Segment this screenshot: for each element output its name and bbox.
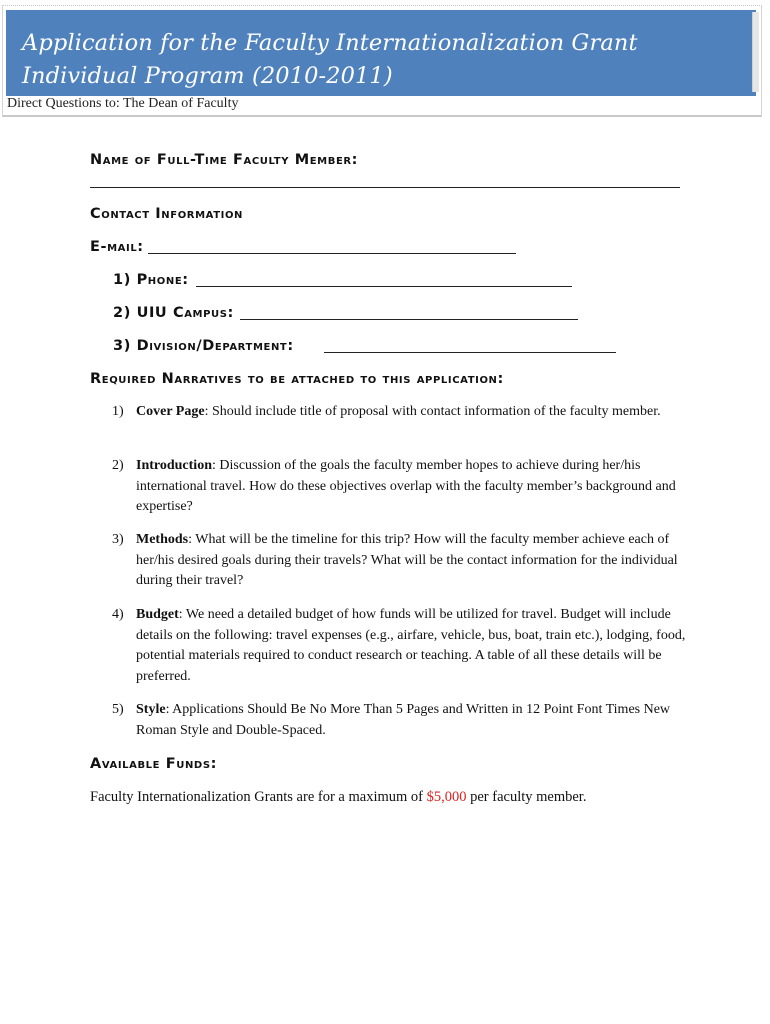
narratives-heading: Required Narratives to be attached to this application: bbox=[90, 371, 504, 387]
item-lead: Introduction bbox=[136, 458, 212, 473]
item-text: : Discussion of the goals the faculty member hopes to achieve during her/his international travel. How do these objectives overlap with the faculty member’s background and expertise? bbox=[136, 458, 676, 514]
item-text: : Applications Should Be No More Than 5 Pages and Written in 12 Point Font Times New Roman Style and Double-Spaced. bbox=[136, 702, 671, 738]
contact-note: Direct Questions to: The Dean of Faculty bbox=[7, 96, 239, 111]
item-text: : We need a detailed budget of how funds will be utilized for travel. Budget will include details on the following: travel expenses (e.g., airfare, vehicle, bus, boat, train etc.), lodging, food, potential materials required to conduct research or teaching. A table of all these details will be preferred. bbox=[136, 607, 686, 684]
campus-label: 2) UIU Campus: bbox=[113, 305, 234, 321]
narrative-item-budget bbox=[90, 605, 690, 687]
document-title: Application for the Faculty Internationalization Grant Individual Program (2010-2011) bbox=[22, 30, 638, 89]
item-lead: Budget bbox=[136, 607, 179, 622]
narrative-item-methods bbox=[90, 530, 690, 592]
item-text: : Should include title of proposal with contact information of the faculty member. bbox=[204, 404, 661, 419]
banner-scrollbar bbox=[752, 12, 759, 92]
name-field-label: Name of Full-Time Faculty Member: bbox=[90, 152, 359, 168]
email-field-line[interactable] bbox=[148, 253, 516, 254]
contact-info-heading: Contact Information bbox=[90, 206, 244, 222]
item-number: 4) bbox=[112, 607, 124, 622]
narrative-item-introduction bbox=[90, 456, 690, 518]
name-field-line[interactable] bbox=[90, 187, 680, 188]
item-number: 3) bbox=[112, 532, 124, 547]
item-lead: Cover Page bbox=[136, 404, 205, 419]
division-field-line[interactable] bbox=[324, 352, 616, 353]
narrative-item-style bbox=[90, 700, 690, 741]
item-number: 1) bbox=[112, 404, 124, 419]
item-lead: Methods bbox=[136, 532, 189, 547]
division-label: 3) Division/Department: bbox=[113, 338, 294, 354]
campus-field-line[interactable] bbox=[240, 319, 578, 320]
funds-text-before: Faculty Internationalization Grants are for a maximum of bbox=[90, 789, 427, 805]
funds-statement bbox=[90, 787, 586, 807]
funds-text-after: per faculty member. bbox=[466, 789, 587, 805]
phone-label: 1) Phone: bbox=[113, 272, 189, 288]
item-number: 5) bbox=[112, 702, 124, 717]
available-funds-heading: Available Funds: bbox=[90, 756, 218, 772]
narrative-item-cover-page bbox=[90, 402, 690, 423]
funds-amount: $5,000 bbox=[426, 789, 467, 805]
phone-field-line[interactable] bbox=[196, 286, 572, 287]
title-banner bbox=[6, 10, 756, 96]
item-number: 2) bbox=[112, 458, 124, 473]
item-text: : What will be the timeline for this trip? How will the faculty member achieve each of her/his desired goals during their travels? What will be the contact information for the individual during their travel? bbox=[136, 532, 678, 588]
email-label: E-mail: bbox=[90, 239, 144, 255]
item-lead: Style bbox=[136, 702, 166, 717]
